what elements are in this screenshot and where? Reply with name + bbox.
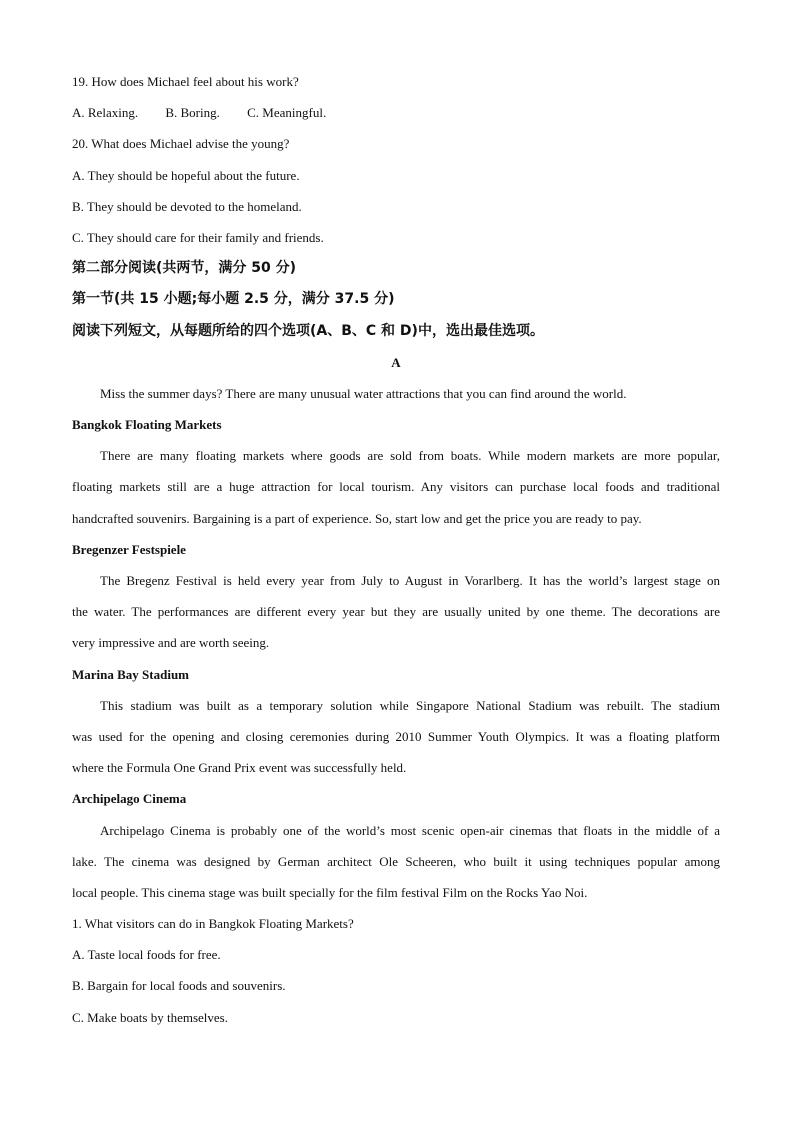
question-19-options: [72, 97, 720, 128]
item-marina-line: This stadium was built as a temporary solution while Singapore National Stadium was rebuilt. The stadium: [100, 697, 720, 713]
question-19-option-b: B. Boring.: [165, 105, 220, 121]
part-title: 第二部分阅读(共两节，满分 50 分): [72, 260, 297, 277]
item-bregenz-line: the water. The performances are different every year but they are usually united by one theme. The decorations are: [72, 604, 720, 620]
subsection-title: 第一节(共 15 小题;每小题 2.5 分，满分 37.5 分): [72, 291, 395, 308]
document-page: [72, 66, 720, 1033]
item-bregenz-line: The Bregenz Festival is held every year from July to August in Vorarlberg. It has the world’s largest stage on: [100, 573, 720, 588]
item-cinema-line: local people. This cinema stage was built specially for the film festival Film on the Rocks Yao Noi.: [72, 884, 588, 900]
item-marina-line: where the Formula One Grand Prix event was successfully held.: [72, 760, 407, 776]
item-bregenz-line: very impressive and are worth seeing.: [72, 635, 270, 651]
question-19-option-a: A. Relaxing.: [72, 105, 139, 121]
question-1-stem: 1. What visitors can do in Bangkok Floating Markets?: [72, 916, 354, 932]
question-1-option-b: B. Bargain for local foods and souvenirs.: [72, 978, 286, 994]
instruction: 阅读下列短文，从每题所给的四个选项(A、B、C 和 D)中，选出最佳选项。: [72, 322, 544, 339]
question-20-option-b: B. They should be devoted to the homeland.: [72, 198, 302, 214]
item-bangkok-line: There are many floating markets where goods are sold from boats. While modern markets are more popular,: [100, 448, 720, 464]
question-20-option-a: A. They should be hopeful about the future.: [72, 167, 300, 183]
question-20-option-c: C. They should care for their family and friends.: [72, 229, 324, 245]
item-bangkok-line: floating markets still are a huge attraction for local tourism. Any visitors can purchase local foods and traditional: [72, 479, 720, 495]
item-heading-marina: Marina Bay Stadium: [72, 666, 190, 682]
item-cinema-line: Archipelago Cinema is probably one of the world’s most scenic open-air cinemas that floats in the middle of a: [100, 822, 720, 838]
item-marina-line: was used for the opening and closing ceremonies during 2010 Summer Youth Olympics. It was a floating platform: [72, 728, 720, 744]
item-heading-cinema: Archipelago Cinema: [72, 791, 187, 807]
item-heading-bregenz: Bregenzer Festspiele: [72, 541, 186, 557]
passage-label: A: [391, 354, 401, 370]
question-1-option-c: C. Make boats by themselves.: [72, 1009, 228, 1025]
question-19-option-c: C. Meaningful.: [247, 105, 327, 121]
question-20-stem: 20. What does Michael advise the young?: [72, 136, 290, 152]
question-1-option-a: A. Taste local foods for free.: [72, 947, 221, 963]
passage-intro: Miss the summer days? There are many unusual water attractions that you can find around the world.: [100, 385, 627, 401]
item-heading-bangkok: Bangkok Floating Markets: [72, 417, 222, 433]
question-19-stem: 19. How does Michael feel about his work?: [72, 74, 299, 89]
item-bangkok-line: handcrafted souvenirs. Bargaining is a part of experience. So, start low and get the price you are ready to pay.: [72, 510, 642, 526]
item-cinema-line: lake. The cinema was designed by German architect Ole Scheeren, who built it using techniques popular among: [72, 853, 720, 869]
